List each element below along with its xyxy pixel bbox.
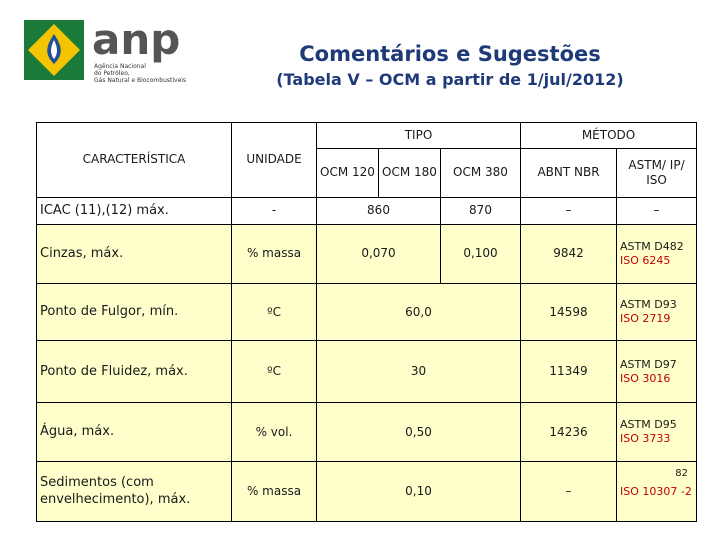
- row-astm: [617, 284, 697, 341]
- row-abnt: –: [521, 462, 617, 522]
- row-astm-method: ASTM D482: [620, 240, 684, 253]
- header-abnt-nbr: ABNT NBR: [521, 148, 617, 197]
- table-row: [37, 224, 697, 283]
- row-abnt: 14236: [521, 402, 617, 461]
- row-iso-method: ISO 3016: [620, 371, 671, 385]
- row-astm-method: ASTM D97: [620, 357, 677, 371]
- row-unidade: % massa: [232, 462, 317, 522]
- header-astm-ip-iso: ASTM/ IP/ ISO: [617, 148, 697, 197]
- row-astm-method: ASTM D95: [620, 418, 677, 432]
- slide-subtitle: (Tabela V – OCM a partir de 1/jul/2012): [276, 70, 624, 89]
- row-value-all: 30: [317, 341, 521, 403]
- anp-logo: [22, 14, 222, 94]
- row-iso-method: ISO 3733: [620, 432, 671, 446]
- header-caracteristica: CARACTERÍSTICA: [37, 123, 232, 198]
- row-caracteristica: Cinzas, máx.: [37, 224, 232, 283]
- row-astm: [617, 462, 697, 522]
- row-iso-method: ISO 6245: [620, 253, 671, 267]
- row-caracteristica: Água, máx.: [37, 402, 232, 461]
- logo-line-1: Agência Nacional: [94, 63, 146, 70]
- anp-emblem-icon: [22, 14, 222, 94]
- row-astm: [617, 402, 697, 461]
- row-ocm380: 870: [441, 197, 521, 224]
- row-astm: –: [617, 197, 697, 224]
- row-unidade: % vol.: [232, 402, 317, 461]
- logo-line-2: do Petróleo,: [94, 70, 130, 77]
- table-row: [37, 341, 697, 403]
- row-caracteristica: Ponto de Fulgor, mín.: [37, 284, 232, 341]
- row-iso-method: ISO 2719: [620, 312, 671, 326]
- logo-line-3: Gás Natural e Biocombustíveis: [94, 77, 187, 84]
- row-value-all: 0,10: [317, 462, 521, 522]
- row-unidade: ºC: [232, 341, 317, 403]
- row-caracteristica: Ponto de Fluidez, máx.: [37, 341, 232, 403]
- header-metodo: MÉTODO: [521, 123, 697, 149]
- table-row: [37, 402, 697, 461]
- row-caracteristica: Sedimentos (com envelhecimento), máx.: [37, 462, 232, 522]
- row-ocm380: 0,100: [441, 224, 521, 283]
- header-unidade: UNIDADE: [232, 123, 317, 198]
- row-ocm120-180: 0,070: [317, 224, 441, 283]
- table-row: [37, 284, 697, 341]
- row-abnt: –: [521, 197, 617, 224]
- row-abnt: 14598: [521, 284, 617, 341]
- row-value-all: 60,0: [317, 284, 521, 341]
- header-ocm120: OCM 120: [317, 148, 379, 197]
- row-astm: [617, 224, 697, 283]
- slide-number-label: 82: [675, 468, 689, 480]
- header-tipo: TIPO: [317, 123, 521, 149]
- row-unidade: % massa: [232, 224, 317, 283]
- row-iso-method: ISO 10307 -2: [620, 484, 692, 498]
- row-unidade: -: [232, 197, 317, 224]
- table-row: [37, 462, 697, 522]
- logo-wordmark: anp: [92, 15, 181, 64]
- row-unidade: ºC: [232, 284, 317, 341]
- header-ocm380: OCM 380: [441, 148, 521, 197]
- row-abnt: 9842: [521, 224, 617, 283]
- row-ocm120-180: 860: [317, 197, 441, 224]
- row-astm-method: ASTM D93: [620, 298, 677, 312]
- slide-title: Comentários e Sugestões: [299, 42, 601, 66]
- row-abnt: 11349: [521, 341, 617, 403]
- row-astm: [617, 341, 697, 403]
- table-row: [37, 197, 697, 224]
- specs-table: [36, 122, 697, 522]
- row-value-all: 0,50: [317, 402, 521, 461]
- header-ocm180: OCM 180: [379, 148, 441, 197]
- row-caracteristica: ICAC (11),(12) máx.: [37, 197, 232, 224]
